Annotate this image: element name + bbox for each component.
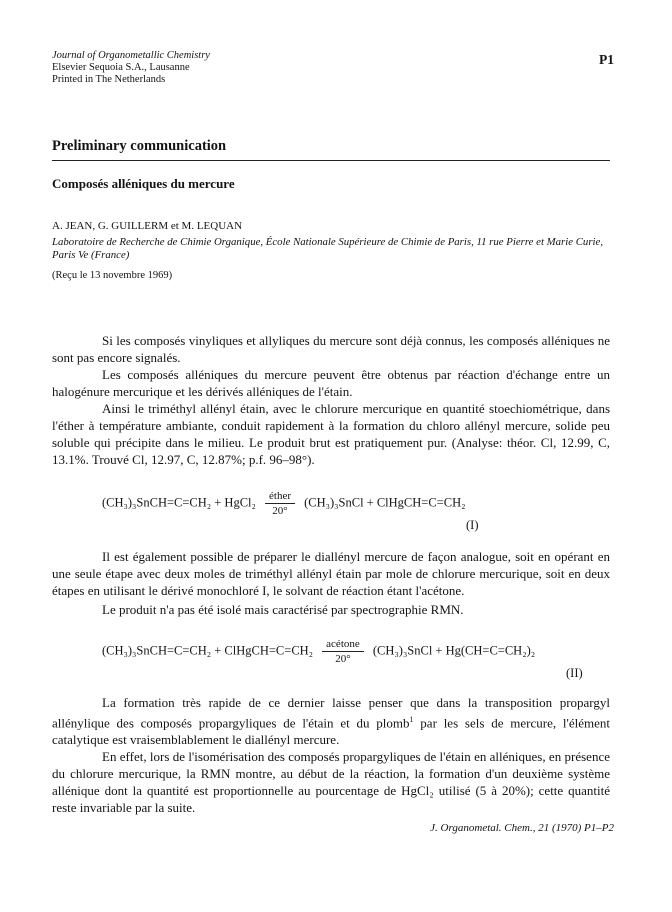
paragraph-6 <box>52 694 610 748</box>
page-number: P1 <box>599 52 614 67</box>
article-title: Composés alléniques du mercure <box>52 176 235 191</box>
eq2-temperature: 20° <box>335 653 351 665</box>
body-block-3 <box>52 694 610 816</box>
paragraph-7: En effet, lors de l'isomérisation des composés propargyliques de l'étain en alléniques, en présence du chlorure mercurique, la RMN montre, au début de la réaction, la formation d'un deuxième système allénique dont la quantité est proportionnelle au pourcentage de HgCl₂ utilisé (5 à 20%); cette quantité reste invariable par la suite. <box>52 749 610 816</box>
reference-marker: 1 <box>409 715 414 724</box>
eq1-label: (I) <box>466 518 479 532</box>
eq1-reactants: (CH₃)₃SnCH=C=CH₂ + HgCl₂ <box>102 495 256 510</box>
section-label: Preliminary communication <box>52 138 227 154</box>
eq1-conditions <box>265 490 295 517</box>
paragraph-5: Le produit n'a pas été isolé mais caractérisé par spectrographie RMN. <box>102 602 464 617</box>
paragraph-6-text-b: par les sels de mercure, l'élément catalytique est vraisemblablement le diallényl mercure. <box>52 715 610 748</box>
authors: A. JEAN, G. GUILLERM et M. LEQUAN <box>52 220 243 232</box>
paragraph-3: Ainsi le triméthyl allényl étain, avec le chlorure mercurique en quantité stoechiométrique, dans l'éther à température ambiante, conduit rapidement à la formation du chloro allényl mercure, solide peu soluble qui précipite dans le milieu. Le produit brut est pratiquement pur. (Analyse: théor. Cl, 12.99, C, 13.1%. Trouvé Cl, 12.97, C, 12.87%; p.f. 96–98°). <box>52 401 610 467</box>
equation-1 <box>102 490 465 517</box>
paragraph-6-text-a: La formation très rapide de ce dernier laisse penser que dans la transposition propargyl allénylique des composés propargyliques de l'étain et du plomb <box>52 695 610 731</box>
publisher-line: Elsevier Sequoia S.A., Lausanne <box>52 62 190 73</box>
printed-line: Printed in The Netherlands <box>52 74 166 85</box>
eq1-solvent: éther <box>265 490 295 504</box>
citation-footer: J. Organometal. Chem., 21 (1970) P1–P2 <box>430 822 614 834</box>
eq2-conditions <box>322 638 364 665</box>
received-date: (Reçu le 13 novembre 1969) <box>52 270 173 281</box>
body-block-1 <box>52 332 610 468</box>
eq2-products: (CH₃)₃SnCl + Hg(CH=C=CH₂)₂ <box>372 643 536 658</box>
body-block-2 <box>52 548 610 618</box>
eq2-reactants: (CH₃)₃SnCH=C=CH₂ + ClHgCH=C=CH₂ <box>102 643 314 658</box>
affiliation: Laboratoire de Recherche de Chimie Organique, École Nationale Supérieure de Chimie de Paris, 11 rue Pierre et Marie Curie, Paris Ve (France) <box>52 236 604 261</box>
paragraph-1: Si les composés vinyliques et allyliques du mercure sont déjà connus, les composés alléniques ne sont pas encore signalés. <box>52 333 610 365</box>
eq2-label: (II) <box>566 666 583 680</box>
paragraph-2: Les composés alléniques du mercure peuvent être obtenus par réaction d'échange entre un halogénure mercurique et les dérivés alléniques de l'étain. <box>52 367 610 399</box>
eq2-solvent: acétone <box>322 638 364 652</box>
divider <box>52 160 610 161</box>
paragraph-4: Il est également possible de préparer le diallényl mercure de façon analogue, soit en opérant en une seule étape avec deux moles de triméthyl allényl étain par mole de chlorure mercurique, soit en deux étapes en utilisant le dérivé monochloré I, le solvant de réaction étant l'acétone. <box>52 549 610 598</box>
equation-2 <box>102 638 535 665</box>
eq1-temperature: 20° <box>272 505 288 517</box>
eq1-products: (CH₃)₃SnCl + ClHgCH=C=CH₂ <box>304 495 466 510</box>
journal-name: Journal of Organometallic Chemistry <box>52 50 210 61</box>
